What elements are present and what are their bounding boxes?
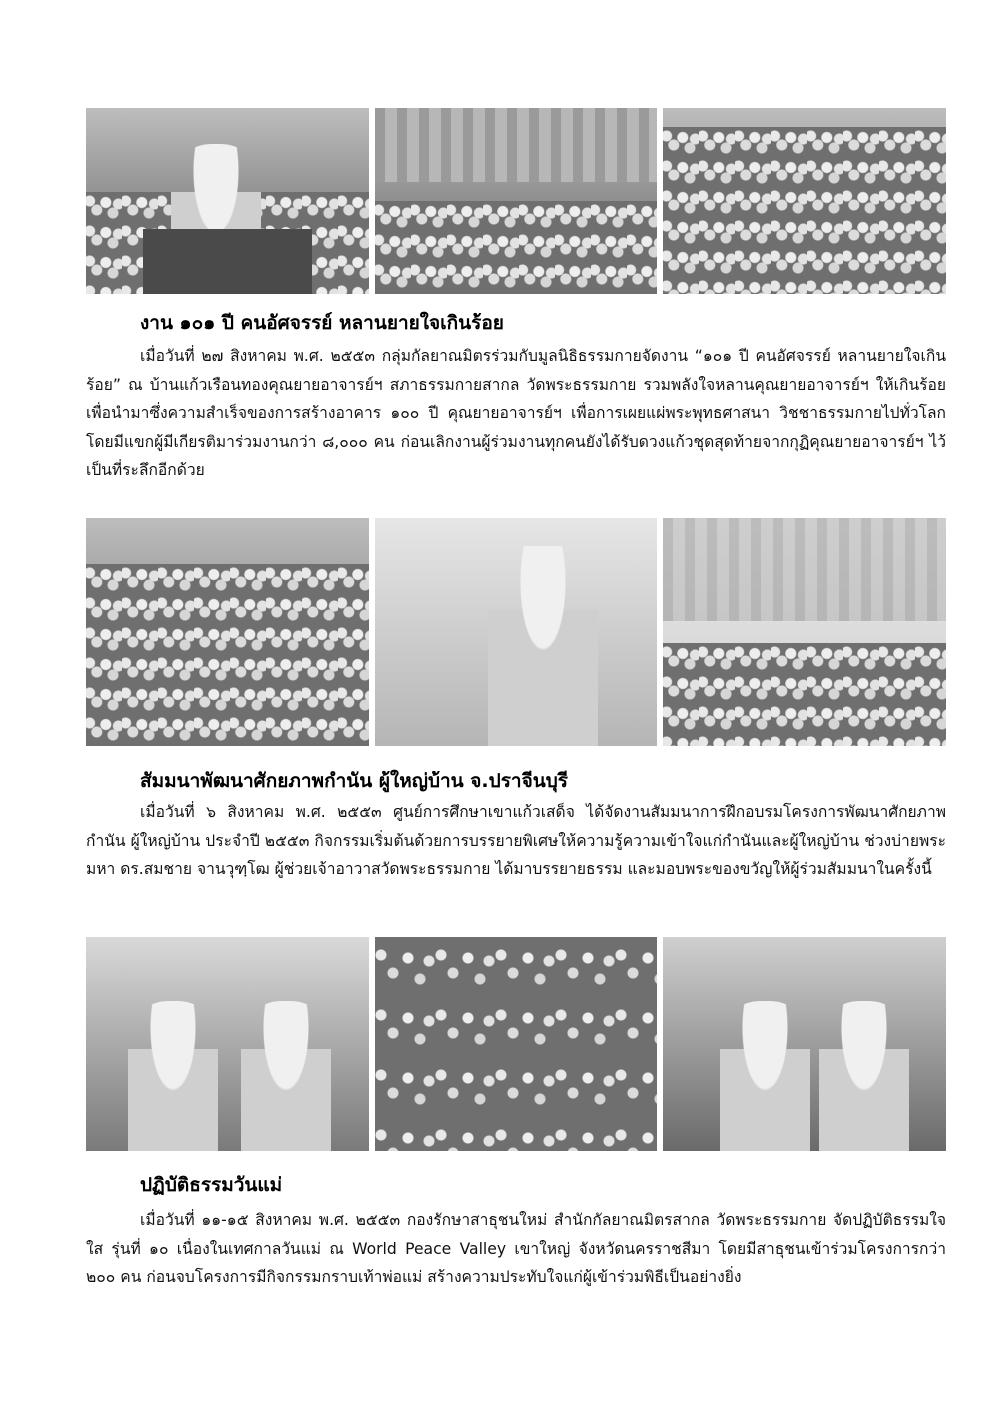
photo-seminar-audience	[86, 518, 369, 746]
photo-hall-crowd	[375, 108, 658, 294]
photo-row-2	[86, 518, 946, 746]
photo-group-standing	[663, 518, 946, 746]
section-3-body: เมื่อวันที่ ๑๑-๑๕ สิงหาคม พ.ศ. ๒๕๕๓ กองรักษาสาธุชนใหม่ สำนักกัลยาณมิตรสากล วัดพระธรรมกาย จัดปฏิบัติธรรมใจใส รุ่นที่ ๑๐ เนื่องในเทศกาลวันแม่ ณ World Peace Valley เขาใหญ่ จังหวัดนครราชสีมา โดยมีสาธุชนเข้าร่วมโครงการกว่า ๒๐๐ คน ก่อนจบโครงการมีกิจกรรมกราบเท้าพ่อแม่ สร้างความประทับใจแก่ผู้เข้าร่วมพิธีเป็นอย่างยิ่ง	[86, 1211, 946, 1286]
photo-monk-speaking	[375, 518, 658, 746]
photo-bowing-ceremony	[86, 937, 369, 1151]
section-2-heading: สัมมนาพัฒนาศักยภาพกำนัน ผู้ใหญ่บ้าน จ.ปราจีนบุรี	[140, 770, 568, 792]
photo-row-3	[86, 937, 946, 1151]
photo-meditation-group	[375, 937, 658, 1151]
section-1-body: เมื่อวันที่ ๒๗ สิงหาคม พ.ศ. ๒๕๕๓ กลุ่มกัลยาณมิตรร่วมกับมูลนิธิธรรมกายจัดงาน “๑๐๑ ปี คนอัศจรรย์ หลานยายใจเกินร้อย” ณ บ้านแก้วเรือนทองคุณยายอาจารย์ฯ สภาธรรมกายสากล วัดพระธรรมกาย รวมพลังใจหลานคุณยายอาจารย์ฯ ให้เกินร้อย เพื่อนำมาซึ่งความสำเร็จของการสร้างอาคาร ๑๐๐ ปี คุณยายอาจารย์ฯ เพื่อการเผยแผ่พระพุทธศาสนา วิชชาธรรมกายไปทั่วโลก โดยมีแขกผู้มีเกียรติมาร่วมงานกว่า ๘,๐๐๐ คน ก่อนเลิกงานผู้ร่วมงานทุกคนยังได้รับดวงแก้วชุดสุดท้ายจากกุฏิคุณยายอาจารย์ฯ ไว้เป็นที่ระลึกอีกด้วย	[86, 347, 946, 479]
section-2-body: เมื่อวันที่ ๖ สิงหาคม พ.ศ. ๒๕๕๓ ศูนย์การศึกษาเขาแก้วเสด็จ ได้จัดงานสัมมนาการฝึกอบรมโครงการพัฒนาศักยภาพกำนัน ผู้ใหญ่บ้าน ประจำปี ๒๕๕๓ กิจกรรมเริ่มต้นด้วยการบรรยายพิเศษให้ความรู้ความเข้าใจแก่กำนันและผู้ใหญ่บ้าน ช่วงบ่ายพระมหา ดร.สมชาย จานวุฑฺโฒ ผู้ช่วยเจ้าอาวาสวัดพระธรรมกาย ได้มาบรรยายธรรม และมอบพระของขวัญให้ผู้ร่วมสัมมนาในครั้งนี้	[86, 803, 946, 878]
photo-speaker-podium	[86, 108, 369, 294]
section-3-heading: ปฏิบัติธรรมวันแม่	[140, 1174, 283, 1196]
photo-interview	[663, 937, 946, 1151]
photo-row-1	[86, 108, 946, 294]
photo-seated-crowd	[663, 108, 946, 294]
section-1-heading: งาน ๑๐๑ ปี คนอัศจรรย์ หลานยายใจเกินร้อย	[140, 312, 504, 334]
